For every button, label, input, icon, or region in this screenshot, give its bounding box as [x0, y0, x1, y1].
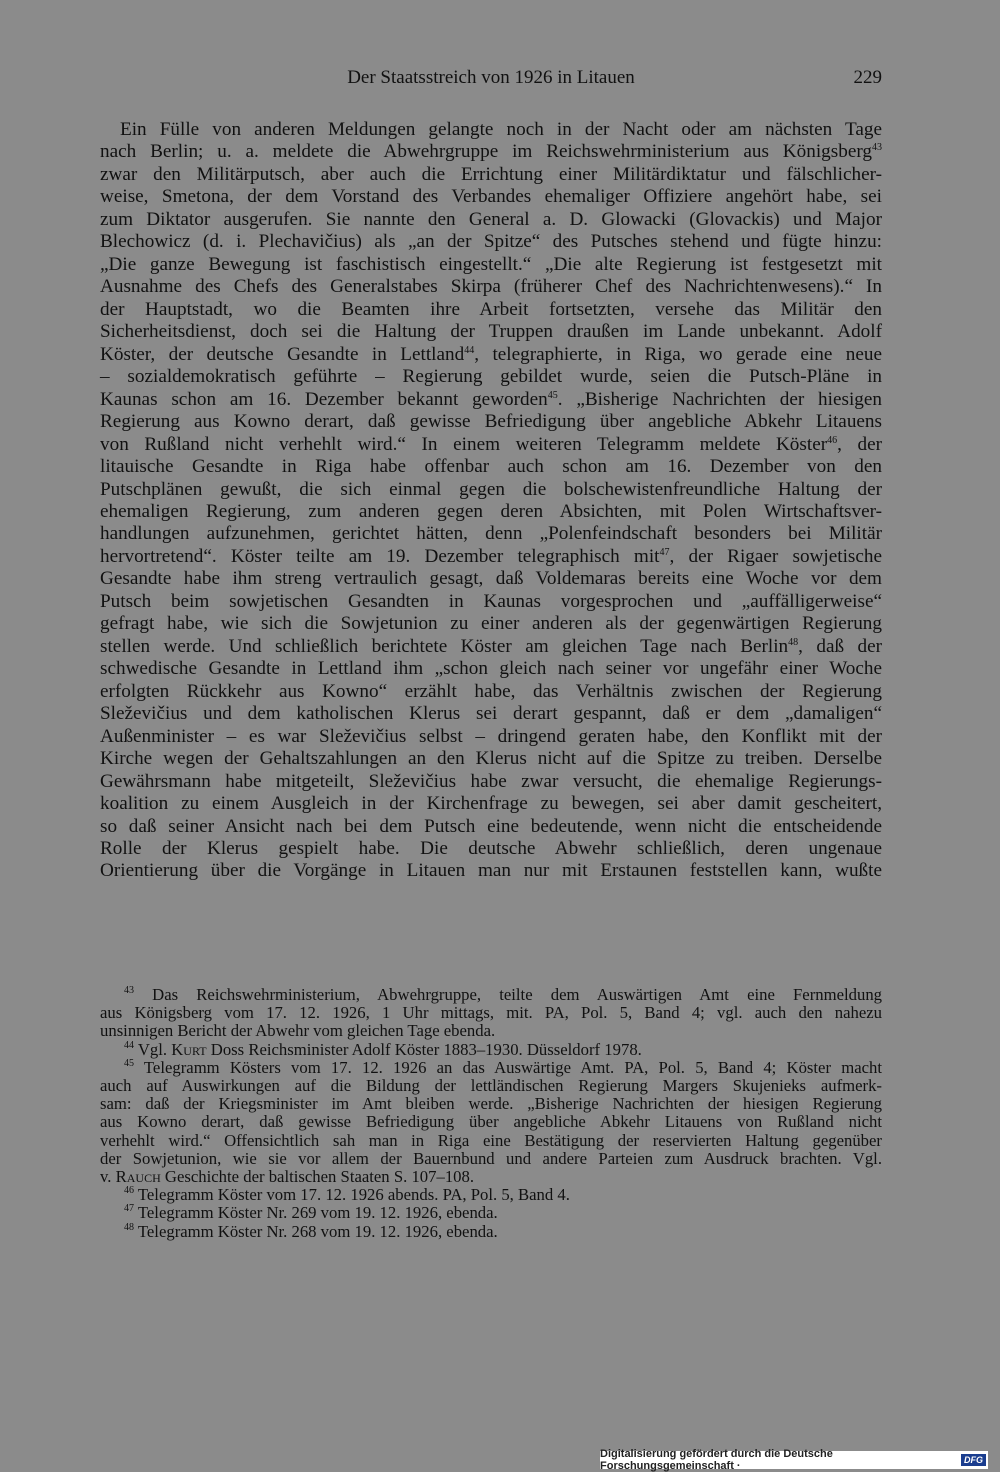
body-line: gefragt habe, wie sich die Sowjetunion zu einer anderen als der gegenwärtigen Regierung: [100, 613, 882, 635]
body-line: Kirche wegen der Gehaltszahlungen an den Klerus nicht auf die Spitze zu treiben. Derselbe: [100, 748, 882, 770]
body-line: Regierung aus Kowno derart, daß gewisse Befriedigung über angebliche Abkehr Litauens: [100, 411, 882, 433]
body-line: zwar den Militärputsch, aber auch die Errichtung einer Militärdiktatur und fälschlicher-: [100, 163, 882, 185]
body-line: weise, Smetona, der dem Vorstand des Verbandes ehemaliger Offiziere angehört habe, sei: [100, 186, 882, 208]
body-line: „Die ganze Bewegung ist faschistisch eingestellt.“ „Die alte Regierung ist festgesetzt mit: [100, 253, 882, 275]
body-line: von Rußland nicht verhehlt wird.“ In einem weiteren Telegramm meldete Köster$^{46}$, der: [100, 433, 883, 455]
footnote-47: $^{47}$ Telegramm Köster Nr. 269 vom 19. 12. 1926, ebenda.: [124, 1203, 498, 1223]
author-name: Kurt: [171, 1039, 207, 1059]
body-line: Blechowicz (d. i. Plechavičius) als „an der Spitze“ des Putsches stehend und fügte hinzu:: [100, 231, 882, 253]
body-line: Putschplänen gewußt, die sich einmal gegen die bolschewistenfreundliche Haltung der: [100, 478, 882, 500]
body-line: Putsch beim sowjetischen Gesandten in Kaunas vorgesprochen und „auffälligerweise“: [100, 590, 882, 612]
running-title: Der Staatsstreich von 1926 in Litauen: [347, 67, 635, 88]
body-line: der Hauptstadt, wo die Beamten ihre Arbeit fortsetzten, versehe das Militär den: [100, 298, 882, 320]
note-ref: 46: [827, 434, 838, 446]
body-line: Köster, der deutsche Gesandte in Lettland$^{44}$, telegraphierte, in Riga, wo gerade eine neue: [100, 343, 883, 365]
body-line: Ein Fülle von anderen Meldungen gelangte noch in der Nacht oder am nächsten Tage: [120, 119, 882, 140]
body-line: Orientierung über die Vorgänge in Litauen man nur mit Erstaunen feststellen kann, wußte: [100, 860, 882, 882]
body-line: Rolle der Klerus gespielt habe. Die deutsche Abwehr schließlich, deren ungenaue: [100, 838, 882, 859]
author-name: Rauch: [115, 1167, 161, 1187]
footnote-46: $^{46}$ Telegramm Köster vom 17. 12. 1926 abends. PA, Pol. 5, Band 4.: [124, 1185, 570, 1205]
footnote-number: 47: [124, 1203, 134, 1215]
body-line: so daß seiner Ansicht nach bei dem Putsch eine bedeutende, wenn nicht die entscheidende: [100, 815, 882, 837]
body-line: handlungen aufzunehmen, gerichtet hätten, denn „Polenfeindschaft besonders bei Militär: [100, 523, 882, 545]
credit-text: Digitalisierung gefördert durch die Deutsche Forschungsgemeinschaft ·: [600, 1448, 833, 1472]
footnote-45: $^{45}$ Telegramm Kösters vom 17. 12. 1926 an das Auswärtige Amt. PA, Pol. 5, Band 4; Köster macht auch auf Auswirkungen auf die Bildung der lettländischen Regierung Margers Skujenieks aufmerk- sam: daß der Kriegsminister im Amt bleiben werde. „Bisherige Nachrichten der hiesigen Regierung aus Kowno derart, daß gewisse Befriedigung über angebliche Abkehr Litauens von Rußland nicht verhehlt wird.“ Offensichtlich sah man in Riga eine Bestätigung der reservierten Haltung gegenüber der Sowjetunion, wie sie vor allem der Bauernbund und andere Parteien zum Ausdruck brachten. Vgl. v. Rauch Geschichte der baltischen Staaten S. 107–108.: [100, 1057, 882, 1187]
note-ref: 43: [872, 142, 882, 154]
body-line: Sleževičius und dem katholischen Klerus sei derart gespannt, daß er dem „damaligen“: [100, 703, 882, 725]
body-line: erfolgten Rückkehr aus Kowno“ erzählt habe, das Verhältnis zwischen der Regierung: [100, 680, 882, 702]
digitization-credit: [600, 1448, 988, 1472]
body-line: Ausnahme des Chefs des Generalstabes Skirpa (früherer Chef des Nachrichtenwesens).“ In: [100, 276, 882, 298]
page-number: 229: [853, 67, 882, 88]
footnotes: [100, 986, 882, 1241]
body-line: koalition zu einem Ausgleich in der Kirchenfrage zu bewegen, sei aber damit gescheitert,: [100, 793, 882, 815]
body-line: Gesandte habe ihm streng vertraulich gesagt, daß Voldemaras bereits eine Woche vor dem: [100, 568, 882, 590]
page-header: [100, 66, 882, 94]
note-ref: 45: [547, 389, 558, 401]
note-ref: 44: [464, 344, 475, 356]
body-line: zum Diktator ausgerufen. Sie nannte den General a. D. Glowacki (Glovackis) und Major: [100, 208, 882, 230]
footnote-number: 44: [124, 1039, 134, 1051]
footnote-number: 43: [124, 985, 134, 996]
note-ref: 47: [659, 546, 670, 558]
body-line: – sozialdemokratisch geführte – Regierung gebildet wurde, seien die Putsch-Pläne in: [100, 366, 882, 388]
body-line: Außenminister – es war Sleževičius selbst – dringend geraten habe, den Konflikt mit der: [100, 725, 882, 747]
body-text: [100, 119, 882, 883]
body-line: litauische Gesandte in Riga habe offenbar auch schon am 16. Dezember von den: [100, 456, 882, 478]
body-line: hervortretend“. Köster teilte am 19. Dezember telegraphisch mit$^{47}$, der Rigaer sowjetische: [100, 545, 882, 567]
footnote-number: 45: [124, 1057, 134, 1069]
footnote-number: 46: [124, 1185, 134, 1197]
footnote-number: 48: [124, 1221, 134, 1233]
dfg-logo: DFG: [961, 1454, 986, 1466]
body-line: stellen werde. Und schließlich berichtete Köster am gleichen Tage nach Berlin$^{48}$, daß der: [100, 635, 882, 657]
footnote-44: $^{44}$ Vgl. Kurt Doss Reichsminister Adolf Köster 1883–1930. Düsseldorf 1978.: [124, 1039, 642, 1059]
body-line: Gewährsmann habe mitgeteilt, Sleževičius habe zwar versucht, die ehemalige Regierungs-: [100, 770, 882, 792]
footnote-43: $^{43}$ Das Reichswehrministerium, Abwehrgruppe, teilte dem Auswärtigen Amt eine Fernmeldung aus Königsberg vom 17. 12. 1926, 1 Uhr mittags, mit. PA, Pol. 5, Band 4; vgl. auch den nahezu unsinnigen Bericht der Abwehr vom gleichen Tage ebenda.: [100, 985, 883, 1041]
body-line: schwedische Gesandte in Lettland ihm „schon gleich nach seiner vor ungefähr einer Woche: [100, 658, 882, 680]
body-line: ehemaligen Regierung, zum anderen gegen deren Absichten, mit Polen Wirtschaftsver-: [100, 500, 882, 522]
body-line: Sicherheitsdienst, doch sei die Haltung der Truppen draußen im Lande unbekannt. Adolf: [100, 321, 882, 343]
footnote-48: $^{48}$ Telegramm Köster Nr. 268 vom 19. 12. 1926, ebenda.: [124, 1221, 498, 1241]
note-ref: 48: [788, 636, 799, 648]
body-line: nach Berlin; u. a. meldete die Abwehrgruppe im Reichswehrministerium aus Königsberg$^{43}$: [100, 141, 882, 163]
body-line: Kaunas schon am 16. Dezember bekannt geworden$^{45}$. „Bisherige Nachrichten der hiesigen: [100, 388, 882, 410]
